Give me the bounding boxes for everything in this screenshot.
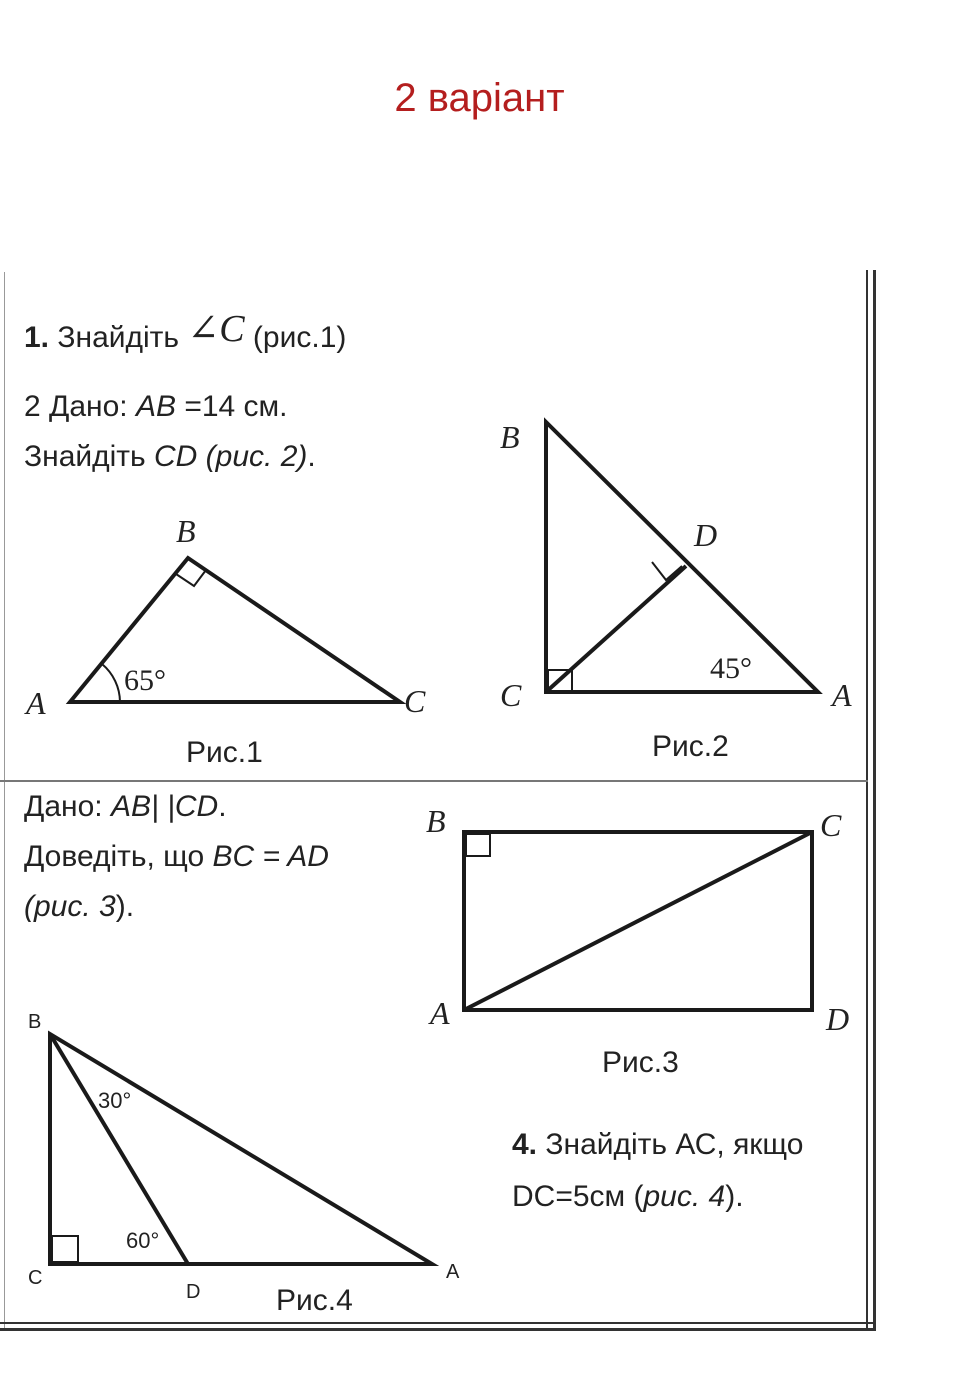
- fig1-label-c: C: [404, 683, 426, 719]
- fig4-triangle: [50, 1034, 432, 1264]
- fig1-label-a: A: [26, 685, 46, 721]
- angle-c-symbol: ∠C: [187, 308, 245, 350]
- task2-segment-ab: AB: [135, 390, 176, 423]
- page-title: 2 варіант: [394, 76, 565, 120]
- fig1-angle-arc: [102, 664, 120, 702]
- fig4-caption: Рис.4: [276, 1284, 353, 1317]
- fig2-label-a: A: [832, 677, 852, 713]
- fig4-angle-d-value: 60°: [126, 1228, 160, 1253]
- task1-instruction: Знайдіть: [57, 321, 180, 354]
- fig3-right-angle-marker: [466, 834, 490, 856]
- task3-figure-ref: (рис. 3: [24, 890, 116, 923]
- figure-3: [426, 803, 849, 1079]
- fig2-label-c: C: [500, 677, 522, 713]
- fig2-label-b: B: [500, 419, 520, 455]
- fig1-right-angle-marker: [176, 570, 206, 586]
- task4-ref-close: ).: [725, 1180, 744, 1213]
- fig4-label-d: D: [186, 1281, 201, 1303]
- fig2-altitude-cd: [546, 566, 686, 692]
- figure-2: [500, 419, 852, 763]
- figure-1: [24, 513, 426, 769]
- figure-4: [28, 1011, 460, 1317]
- fig4-segment-bd: [50, 1034, 188, 1264]
- fig1-angle-a-value: 65°: [124, 664, 166, 697]
- fig3-label-d: D: [826, 1001, 850, 1037]
- task3-period: .: [218, 790, 227, 823]
- task4-number: 4.: [512, 1128, 538, 1161]
- fig4-label-a: A: [446, 1261, 460, 1283]
- fig2-triangle: [546, 422, 818, 692]
- fig4-right-angle-marker: [52, 1236, 78, 1262]
- fig3-label-c: C: [820, 807, 842, 843]
- task3-parallel-expr: AB| |CD: [110, 790, 219, 823]
- fig2-label-d: D: [694, 517, 718, 553]
- task2-length: =14 см.: [175, 390, 288, 423]
- fig2-caption: Рис.2: [652, 730, 729, 763]
- fig2-right-angle-marker-d: [652, 562, 682, 580]
- task3-prove-label: Доведіть, що: [24, 840, 213, 873]
- task2-find-expr: CD (рис. 2): [154, 440, 308, 473]
- fig3-label-a: A: [430, 995, 450, 1031]
- task3-prove-expr: BC = AD: [212, 840, 329, 873]
- fig1-caption: Рис.1: [186, 736, 263, 769]
- task3-ref-close: ).: [115, 890, 135, 923]
- task1-number: 1.: [24, 321, 50, 354]
- task4-instruction: Знайдіть АС, якщо: [545, 1128, 804, 1161]
- fig3-caption: Рис.3: [602, 1046, 679, 1079]
- task2-period: .: [307, 440, 316, 473]
- task2-given-label: 2 Дано:: [24, 390, 136, 423]
- fig4-label-c: C: [28, 1267, 43, 1289]
- task3-given-label: Дано:: [24, 790, 111, 823]
- task4-figure-ref: рис. 4: [643, 1180, 726, 1213]
- fig2-angle-a-value: 45°: [710, 652, 752, 685]
- fig3-label-b: B: [426, 803, 446, 839]
- fig1-triangle: [70, 558, 400, 702]
- fig4-angle-b-value: 30°: [98, 1088, 132, 1113]
- task2-find-label: Знайдіть: [24, 440, 155, 473]
- fig1-label-b: B: [176, 513, 196, 549]
- task4-given: DC=5см (: [512, 1180, 644, 1213]
- fig4-label-b: B: [28, 1011, 42, 1033]
- fig3-diagonal-ac: [464, 832, 812, 1010]
- task1-figure-ref: (рис.1): [252, 321, 347, 354]
